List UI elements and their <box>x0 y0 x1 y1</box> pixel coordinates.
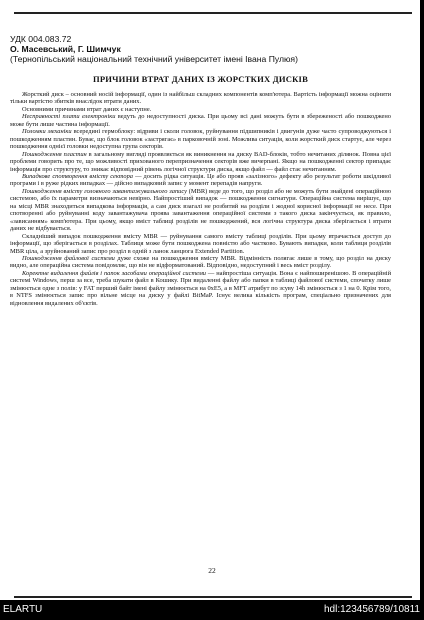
paragraph-lead: Коректне видалення файлів і папок засобами операційної системи <box>22 269 207 277</box>
paragraph-text: (MBR) веде до того, що розділ або не можуть бути знайдені операційною системою, або їх параметри визначаються невірно. Найпростіший випадок — пошкодження сигнатури. Операційна система вирішує, що на місці MBR знаходиться випадкова інформація, а сам диск взагалі не розбитий на розділи і жодної корисної інформації не несе. При спотворенні або руйнуванні коду завантажувача проява завантаження операційної системи з такого диска закінчується, як правило, «зависанням» комп'ютера. При цьому, якщо вміст таблиці розділів не пошкоджений, вся логічна структура диска зберігається і втрати даних не відбувається. <box>10 187 391 233</box>
paragraph-lead: Поломки механіки <box>22 128 72 136</box>
paragraph-lead: Пошкодження вмісту головного завантажувального запису <box>22 187 187 195</box>
paragraph <box>10 128 391 150</box>
paragraph-lead: Пошкодження пластин <box>22 150 87 158</box>
document-content <box>10 34 391 307</box>
paragraph-text: ведуть до недоступності диска. При цьому всі дані можуть бути в збереженості або пошкоджено може бути лише частина інформації. <box>10 113 392 128</box>
paragraph-text: Жорсткий диск – основний носій інформації, один із найбільш складних компонентів комп'ютера. Вартість інформації можна оцінити тільки вартістю збитків внаслідок втрати даних. <box>10 91 391 106</box>
paragraph-text: Основними причинами втрат даних є наступне. <box>22 105 152 113</box>
paragraph-text: всередині гермоблоку: відриви і сколи головок, руйнування підшипників і двигунів дуже часто супроводжуються і пошкодженням пластин. Буває, що блок головок «застрягає» в парковочній зоні. Можлива ситуація, коли жорсткий диск стартує, але через пошкодження однієї головки недоступна група секторів. <box>10 128 391 151</box>
paragraph <box>10 255 391 270</box>
page-number: 22 <box>208 566 216 575</box>
authors: О. Масевський, Г. Шимчук <box>10 44 121 54</box>
repository-name: ELARTU <box>3 604 43 615</box>
paragraph <box>10 233 391 255</box>
paragraph-text: — досить рідка ситуація. Це або прояв «залізного» дефекту або результат роботи шкідливої програми і в руже рідких випадках — дійсно випадковий запис у момент перепадів напруги. <box>10 172 391 188</box>
paragraph <box>10 91 391 106</box>
paragraph-text: Складніший випадок пошкодження вмісту MBR — руйнування самого вмісту таблиці розділів. При цьому втрачається доступ до інформації, що зберігається в розділах. Таблиця може бути пошкоджена повністю або частково. Бувають випадки, коли таблиця розділів MBR ціла, а зруйнований запис про розділ в одній з ланок ланцюга Extended Partition. <box>10 232 391 255</box>
paragraph-lead: Випадкове спотворення вмісту сектора <box>22 172 133 180</box>
handle-identifier: hdl:123456789/10811 <box>323 604 420 615</box>
article-title: ПРИЧИНИ ВТРАТ ДАНИХ ІЗ ЖОРСТКИХ ДИСКІВ <box>92 74 309 84</box>
paragraph-lead: Пошкодження файлової системи <box>22 254 115 262</box>
affiliation: (Тернопільський національний технічний університет імені Івана Пулюя) <box>10 54 298 64</box>
article-body <box>10 91 391 307</box>
repository-footer <box>0 600 424 620</box>
paragraph <box>10 173 391 188</box>
paragraph <box>10 106 391 113</box>
paragraph <box>10 113 391 128</box>
udc-code: УДК 004.083.72 <box>10 34 72 44</box>
paragraph <box>10 270 391 307</box>
paragraph <box>10 151 391 173</box>
paragraph <box>10 188 391 233</box>
paragraph-text: в загальному вигляді проявляється як виникнення на диску BAD-блоків, тобто нечитаних ділянок. Повна цієї проблеми говорить про те, що можливості прихованого перепризначення секторів вже вичерпані. Якщо на пошкодженні сектор припадає інформація про структуру, то зникає відповідний рівень логічної структури диска, якщо файл — файл стає нечитанням. <box>10 150 392 173</box>
article-header <box>10 34 391 64</box>
paragraph-text: — найпростіша ситуація. Вона є найпоширенішою. В операційній системі Windows, перш за все, треба шукати файл в Кошику. При видаленні файлу або папки в таблиці файлової системи, спочатку лише змінюється одне з полів: у FAT перший байт імені файлу змінюється на 0xE5, а в MFT атрибут по зсуву 14h змінюється з 1 на 0. Крім того, в NTFS змінюється запис про вільне місце на диску у файлі BitMaP. Існує велика кількість програм, спеціально призначених для відновлення видалених об'єктів. <box>10 269 391 307</box>
paragraph-lead: Несправності плати електроніки <box>22 113 116 121</box>
paragraph-text: дуже схоже на пошкодження вмісту MBR. Відмінність полягає лише в тому, що розділ на диску видно, але операційна система повідомляє, що він не відформатований. Відповідно, недоступний і весь вміст розділу. <box>10 254 391 270</box>
